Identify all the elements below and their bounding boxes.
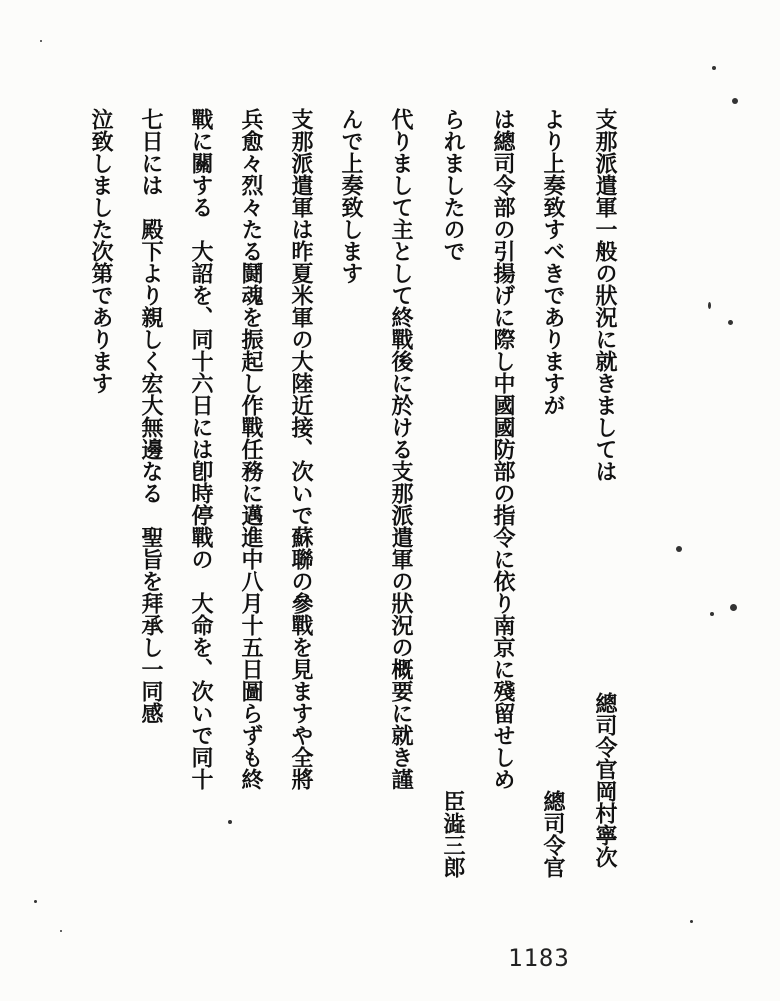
- text-column-11: 泣致しました次第であります: [88, 108, 114, 394]
- scan-speck: [732, 98, 738, 104]
- scan-speck: [730, 604, 737, 611]
- page-number: 1183: [508, 944, 570, 972]
- scan-speck: [60, 930, 62, 932]
- text-column-1: 支那派遣軍一般の狀況に就きましては: [592, 108, 618, 482]
- scan-speck: [708, 302, 711, 309]
- scan-speck: [228, 820, 232, 824]
- scan-speck: [40, 40, 42, 42]
- scan-speck: [34, 900, 37, 903]
- text-column-9: 戰に關する 大詔を、同十六日には卽時停戰の 大命を、次いで同十: [188, 108, 214, 790]
- scan-speck: [710, 612, 714, 616]
- text-column-2: より上奏致すべきでありますが: [540, 108, 566, 416]
- signature-commander: 總司令官岡村寧次: [592, 692, 618, 868]
- text-column-8: 兵愈々烈々たる鬪魂を振起し作戰任務に邁進中八月十五日圖らずも終: [238, 108, 264, 790]
- scan-speck: [690, 920, 693, 923]
- text-column-6: んで上奏致します: [338, 108, 364, 284]
- scan-speck: [712, 66, 716, 70]
- signature-reporter: 臣澁三郎: [440, 790, 466, 878]
- text-column-5: 代りまして主として終戰後に於ける支那派遣軍の狀況の概要に就き謹: [388, 108, 414, 790]
- text-column-3: は總司令部の引揚げに際し中國國防部の指令に依り南京に殘留せしめ: [490, 108, 516, 790]
- scan-speck: [676, 546, 682, 552]
- scan-speck: [728, 320, 733, 325]
- text-column-10: 七日には 殿下より親しく宏大無邊なる 聖旨を拜承し一同感: [138, 108, 164, 724]
- text-column-4: られましたので: [440, 108, 466, 262]
- signature-title: 總司令官: [540, 790, 566, 878]
- text-column-7: 支那派遣軍は昨夏米軍の大陸近接、次いで蘇聯の參戰を見ますや全將: [288, 108, 314, 790]
